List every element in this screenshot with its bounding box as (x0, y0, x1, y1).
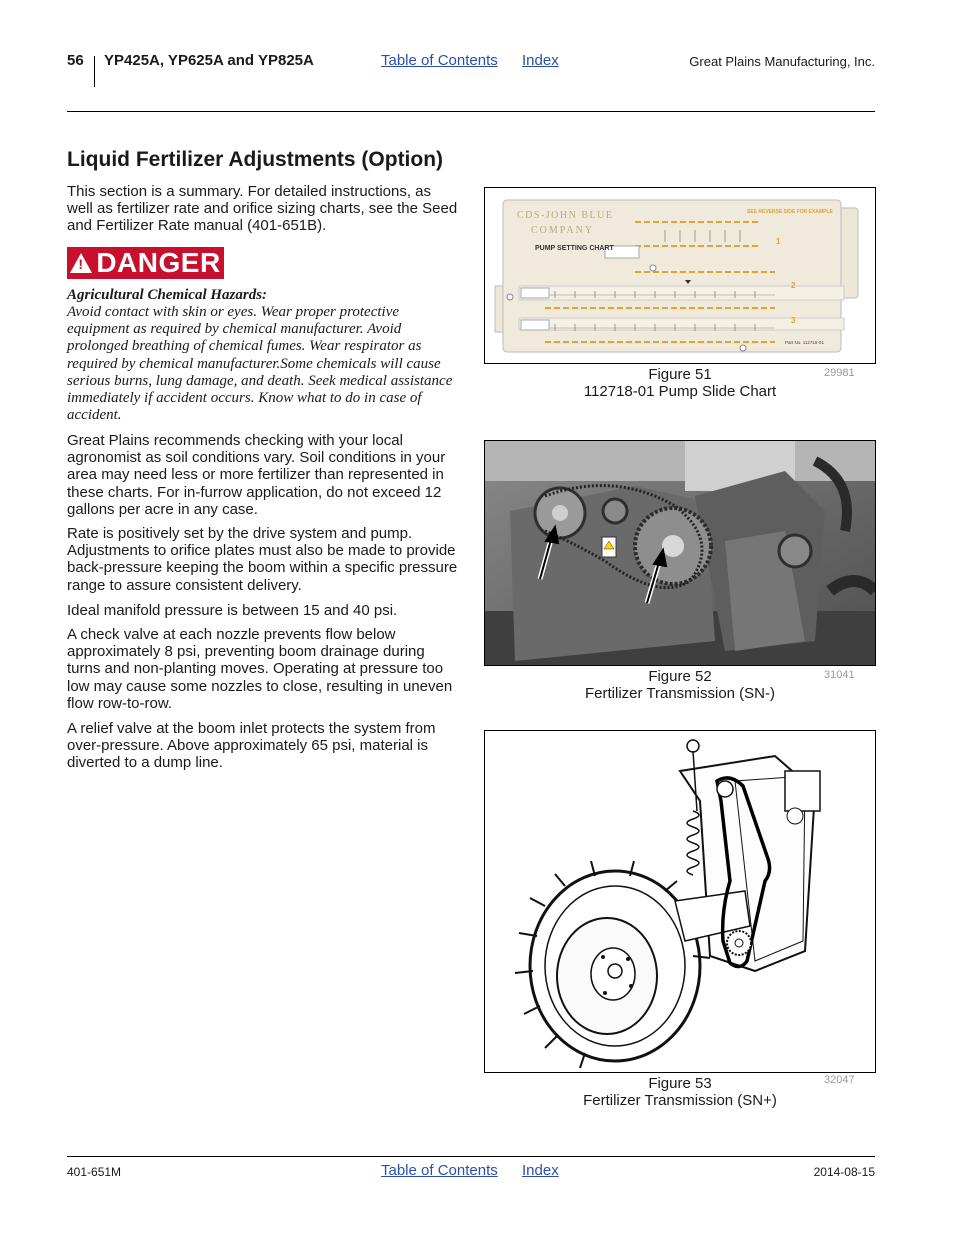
index-link[interactable]: Index (522, 52, 559, 69)
svg-text:3: 3 (791, 316, 796, 325)
chart-brand-1: CDS-JOHN BLUE (517, 210, 614, 221)
figure-51-id: 29981 (824, 367, 855, 379)
danger-text: DANGER (96, 247, 221, 278)
transmission-photo (485, 441, 875, 665)
figure-52-number: Figure 52 (648, 668, 712, 685)
paragraph-pressure: Ideal manifold pressure is between 15 and 40 psi. (67, 602, 398, 619)
figure-51-number: Figure 51 (648, 366, 712, 383)
footer-toc-link[interactable]: Table of Contents (381, 1162, 498, 1179)
figure-51-image (484, 187, 876, 364)
company-name: Great Plains Manufacturing, Inc. (689, 54, 875, 69)
transmission-drawing (485, 731, 875, 1072)
svg-text:1: 1 (776, 237, 781, 246)
figure-51-caption (555, 366, 805, 400)
page-number: 56 (67, 52, 84, 69)
figure-52-id: 31041 (824, 669, 855, 681)
chart-part-no: Part No. 112718-01 (785, 340, 824, 345)
figure-53-id: 32047 (824, 1074, 855, 1086)
hazard-title: Agricultural Chemical Hazards: (67, 287, 268, 303)
figure-53-caption (555, 1075, 805, 1109)
chart-heading: PUMP SETTING CHART (535, 245, 614, 252)
manual-title: YP425A, YP625A and YP825A (104, 52, 314, 69)
figure-53-number: Figure 53 (648, 1075, 712, 1092)
paragraph-relief-valve: A relief valve at the boom inlet protects the system from over-pressure. Above approximately 65 psi, material is diverted to a dump line. (67, 720, 436, 772)
warning-icon: ! (70, 253, 92, 273)
danger-label (67, 247, 224, 279)
figure-52-caption (555, 668, 805, 702)
publish-date: 2014-08-15 (813, 1165, 875, 1179)
footer-rule (67, 1156, 875, 1157)
figure-51-title: 112718-01 Pump Slide Chart (583, 383, 777, 400)
figure-53-title: Fertilizer Transmission (SN+) (583, 1092, 777, 1109)
chart-reverse-note: SEE REVERSE SIDE FOR EXAMPLE (747, 209, 833, 215)
figure-53-image (484, 730, 876, 1073)
paragraph-rate: Rate is positively set by the drive system and pump. Adjustments to orifice plates must also be made to provide back-pressure keeping the boom within a specific pressure range to assure consistent delivery. (67, 525, 458, 594)
figure-52-title: Fertilizer Transmission (SN-) (584, 685, 776, 702)
pump-slide-chart (485, 188, 875, 363)
intro-paragraph: This section is a summary. For detailed instructions, as well as fertilizer rate and orifice sizing charts, see the Seed and Fertilizer Rate manual (401-651B). (67, 183, 458, 235)
toc-link[interactable]: Table of Contents (381, 52, 498, 69)
hazard-text: Avoid contact with skin or eyes. Wear proper protective equipment as required by chemical manufacturer. Avoid prolonged breathing of chemical fumes. Wear respirator as required by chemical manufacturer.Some chemicals will cause serious burns, lung damage, and death. Seek medical assistance immediately if accident occurs. Know what to do in case of accident. (67, 304, 453, 424)
chart-brand-2: COMPANY (531, 225, 595, 236)
footer-index-link[interactable]: Index (522, 1162, 559, 1179)
paragraph-check-valve: A check valve at each nozzle prevents flow below approximately 8 psi, preventing boom drainage during turns and non-planting moves. Operating at pressure too low may cause some nozzles to close, resulting in uneven flow row-to-row. (67, 626, 453, 712)
figure-52-image (484, 440, 876, 666)
paragraph-agronomist: Great Plains recommends checking with your local agronomist as soil conditions vary. Soil conditions in your area may need less or more fertilizer than represented in these charts. For in-furrow application, do not exceed 12 gallons per acre in any case. (67, 432, 446, 518)
doc-number: 401-651M (67, 1165, 122, 1179)
header-rule (67, 111, 875, 112)
section-title: Liquid Fertilizer Adjustments (Option) (67, 148, 444, 171)
header-divider (94, 56, 95, 87)
svg-text:2: 2 (791, 281, 796, 290)
